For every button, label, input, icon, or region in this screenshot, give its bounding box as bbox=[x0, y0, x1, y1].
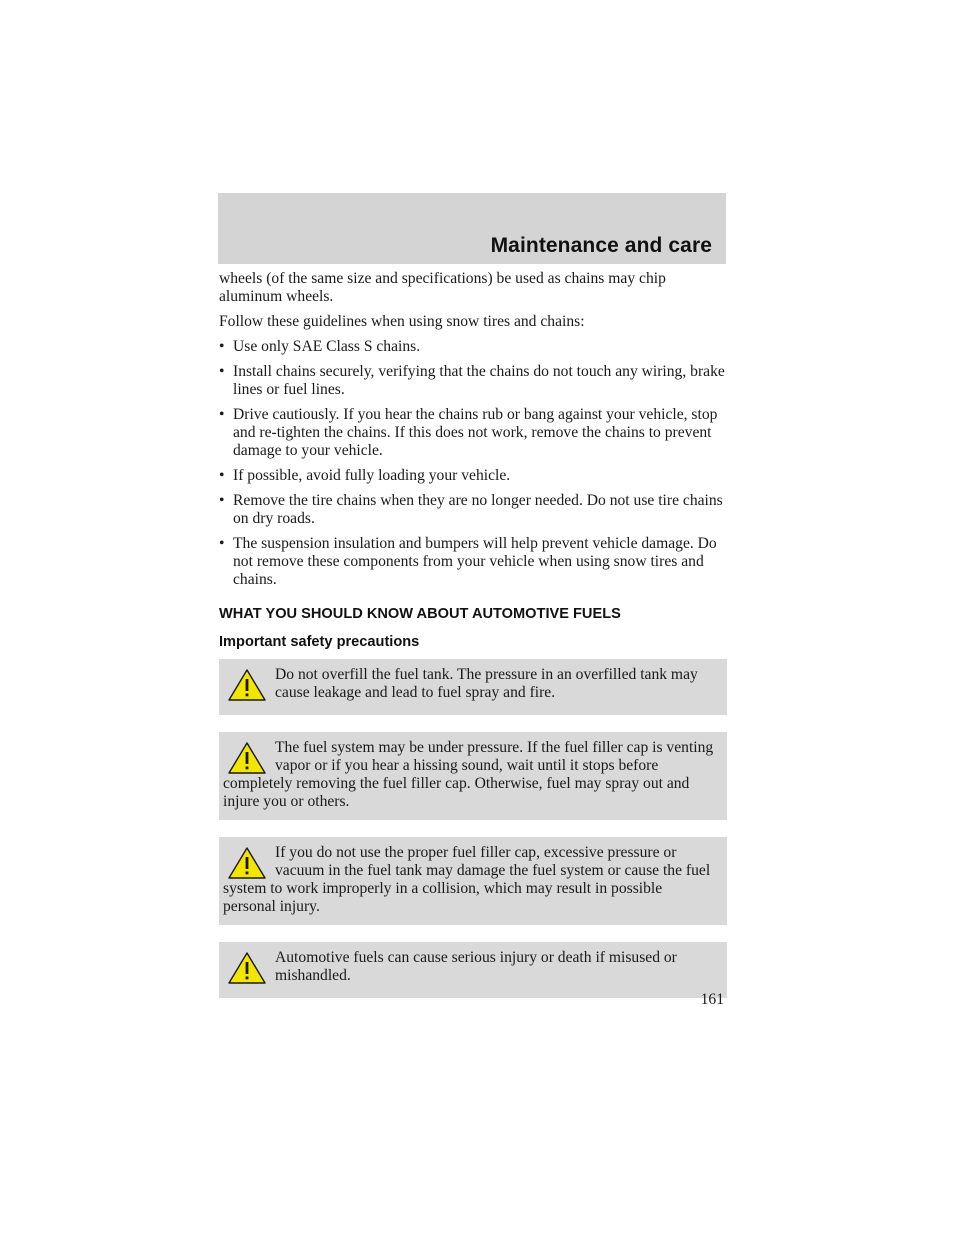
warning-triangle-icon bbox=[227, 846, 267, 880]
warning-triangle-icon bbox=[227, 741, 267, 775]
warning-box bbox=[219, 732, 727, 820]
bullet-icon: • bbox=[219, 492, 225, 509]
warning-box bbox=[219, 837, 727, 925]
bullet-icon: • bbox=[219, 338, 225, 355]
list-item bbox=[219, 363, 727, 399]
list-item-text: The suspension insulation and bumpers will help prevent vehicle damage. Do not remove these components from your vehicle when using snow tires and chains. bbox=[233, 535, 717, 588]
bullet-icon: • bbox=[219, 535, 225, 552]
warning-text: The fuel system may be under pressure. If the fuel filler cap is venting vapor or if you hear a hissing sound, wait until it stops before completely removing the fuel filler cap. Otherwise, fuel may spray out and injure you or others. bbox=[223, 739, 714, 810]
snow-chain-guidelines-list bbox=[219, 338, 727, 589]
list-item bbox=[219, 535, 727, 589]
list-item-text: Drive cautiously. If you hear the chains rub or bang against your vehicle, stop and re-tighten the chains. If this does not work, remove the chains to prevent damage to your vehicle. bbox=[233, 406, 718, 459]
warning-box bbox=[219, 659, 727, 715]
page-number: 161 bbox=[700, 991, 724, 1008]
warning-box bbox=[219, 942, 727, 998]
warning-text: If you do not use the proper fuel filler cap, excessive pressure or vacuum in the fuel tank may damage the fuel system or cause the fuel system to work improperly in a collision, which may result in possible personal injury. bbox=[223, 844, 711, 915]
list-item bbox=[219, 406, 727, 460]
list-item bbox=[219, 467, 727, 485]
warning-text: Do not overfill the fuel tank. The pressure in an overfilled tank may cause leakage and lead to fuel spray and fire. bbox=[275, 666, 698, 701]
list-item bbox=[219, 492, 727, 528]
fuels-section-heading: WHAT YOU SHOULD KNOW ABOUT AUTOMOTIVE FUELS bbox=[219, 606, 621, 622]
continuation-paragraph: wheels (of the same size and specifications) be used as chains may chip aluminum wheels. bbox=[219, 270, 666, 305]
page-content bbox=[219, 270, 727, 1015]
warning-text: Automotive fuels can cause serious injury or death if misused or mishandled. bbox=[275, 949, 677, 984]
list-item bbox=[219, 338, 727, 356]
bullet-icon: • bbox=[219, 363, 225, 380]
safety-precautions-subheading: Important safety precautions bbox=[219, 634, 420, 650]
bullet-icon: • bbox=[219, 406, 225, 423]
list-item-text: Install chains securely, verifying that the chains do not touch any wiring, brake lines or fuel lines. bbox=[233, 363, 725, 398]
list-item-text: Use only SAE Class S chains. bbox=[233, 338, 421, 355]
bullet-icon: • bbox=[219, 467, 225, 484]
list-item-text: Remove the tire chains when they are no longer needed. Do not use tire chains on dry roads. bbox=[233, 492, 723, 527]
warning-triangle-icon bbox=[227, 951, 267, 985]
guidelines-lead-paragraph: Follow these guidelines when using snow tires and chains: bbox=[219, 313, 585, 330]
list-item-text: If possible, avoid fully loading your vehicle. bbox=[233, 467, 511, 484]
section-header-band bbox=[218, 193, 726, 264]
warning-triangle-icon bbox=[227, 668, 267, 702]
section-title: Maintenance and care bbox=[490, 234, 712, 257]
